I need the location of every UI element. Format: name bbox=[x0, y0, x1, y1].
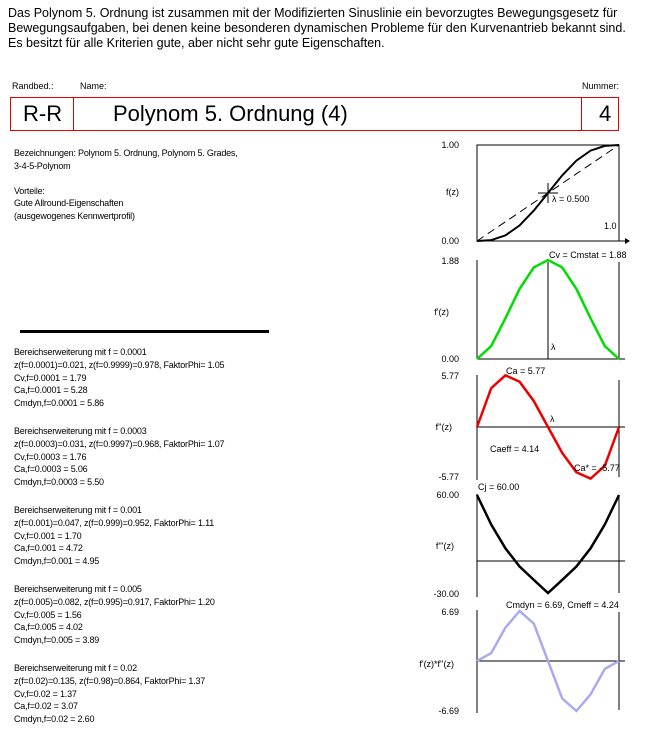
extension-title: Bereichserweiterung mit f = 0.001 bbox=[14, 505, 142, 515]
extension-cmdyn: Cmdyn,f=0.005 = 3.89 bbox=[14, 635, 100, 646]
chart-f2-ymax: 5.77 bbox=[441, 371, 459, 381]
x-end-label: 1.0 bbox=[604, 221, 617, 231]
chart-f3-ymax: 60.00 bbox=[436, 490, 459, 500]
extension-cv: Cv,f=0.001 = 1.70 bbox=[14, 530, 82, 541]
law-number: 4 bbox=[599, 101, 612, 126]
chart-f4-ymin: -6.69 bbox=[438, 706, 459, 716]
designations-line-2: 3-4-5-Polynom bbox=[14, 160, 71, 171]
extension-cmdyn: Cmdyn,f=0.001 = 4.95 bbox=[14, 556, 100, 567]
law-name: Polynom 5. Ordnung (4) bbox=[113, 101, 348, 126]
extension-title: Bereichserweiterung mit f = 0.0001 bbox=[14, 347, 147, 357]
chart-f4-ymax: 6.69 bbox=[441, 607, 459, 617]
extension-ca: Ca,f=0.02 = 3.07 bbox=[14, 701, 78, 712]
chart-f1-ylabel: f'(z) bbox=[434, 307, 449, 317]
chart-f3 bbox=[477, 482, 625, 597]
chart-f-ymin: 0.00 bbox=[441, 236, 459, 246]
advantages-line-2: (ausgewogenes Kennwertprofil) bbox=[14, 210, 135, 221]
randbed-label: Randbed.: bbox=[12, 81, 54, 91]
caeff-annotation: Caeff = 4.14 bbox=[490, 444, 540, 454]
advantages-line-1: Gute Allround-Eigenschaften bbox=[14, 198, 124, 208]
designations-line-1: Bezeichnungen: Polynom 5. Ordnung, Polynom 5. Grades, bbox=[14, 148, 238, 158]
extension-cv: Cv,f=0.0001 = 1.79 bbox=[14, 372, 87, 383]
name-label: Name: bbox=[80, 81, 107, 91]
chart-f1-ymin: 0.00 bbox=[441, 354, 459, 364]
chart-f2 bbox=[477, 366, 625, 480]
chart-f2-ylabel: f''(z) bbox=[435, 422, 452, 432]
extension-ca: Ca,f=0.0003 = 5.06 bbox=[14, 464, 88, 475]
cj-annotation: Cj = 60.00 bbox=[478, 482, 520, 492]
extension-cv: Cv,f=0.02 = 1.37 bbox=[14, 688, 77, 699]
extension-z: z(f=0.0003)=0.031, z(f=0.9997)=0.968, FaktorPhi= 1.07 bbox=[14, 438, 225, 449]
randbed-value: R-R bbox=[23, 101, 63, 126]
extension-title: Bereichserweiterung mit f = 0.0003 bbox=[14, 426, 147, 436]
chart-f4-ylabel: f'(z)*f''(z) bbox=[419, 659, 454, 669]
extension-cmdyn: Cmdyn,f=0.0001 = 5.86 bbox=[14, 398, 104, 409]
extension-ca: Ca,f=0.005 = 4.02 bbox=[14, 622, 83, 633]
cmdyn-annotation: Cmdyn = 6.69, Cmeff = 4.24 bbox=[506, 600, 619, 610]
extension-z: z(f=0.0001)=0.021, z(f=0.9999)=0.978, FaktorPhi= 1.05 bbox=[14, 359, 225, 370]
chart-f bbox=[477, 145, 630, 244]
chart-f1-ymax: 1.88 bbox=[441, 256, 459, 266]
extension-cv: Cv,f=0.005 = 1.56 bbox=[14, 609, 82, 620]
lambda-label: λ = 0.500 bbox=[552, 194, 590, 204]
extension-z: z(f=0.001)=0.047, z(f=0.999)=0.952, FaktorPhi= 1.11 bbox=[14, 517, 215, 528]
extension-title: Bereichserweiterung mit f = 0.02 bbox=[14, 663, 137, 673]
extension-z: z(f=0.02)=0.135, z(f=0.98)=0.864, FaktorPhi= 1.37 bbox=[14, 675, 206, 686]
chart-f4 bbox=[477, 600, 625, 713]
chart-f1 bbox=[477, 250, 627, 359]
extension-cmdyn: Cmdyn,f=0.0003 = 5.50 bbox=[14, 477, 104, 488]
lambda-marker: λ bbox=[550, 414, 555, 424]
nummer-label: Nummer: bbox=[582, 81, 620, 91]
chart-f3-ymin: -30.00 bbox=[433, 589, 459, 599]
chart-f-ymax: 1.00 bbox=[441, 140, 459, 150]
ca-annotation: Ca = 5.77 bbox=[506, 366, 546, 376]
extension-ca: Ca,f=0.001 = 4.72 bbox=[14, 543, 83, 554]
lambda-marker: λ bbox=[551, 342, 556, 352]
chart-f2-ymin: -5.77 bbox=[438, 472, 459, 482]
advantages-label: Vorteile: bbox=[14, 185, 45, 196]
extension-ca: Ca,f=0.0001 = 5.28 bbox=[14, 385, 88, 396]
chart-f-ylabel: f(z) bbox=[446, 187, 459, 197]
extension-title: Bereichserweiterung mit f = 0.005 bbox=[14, 584, 142, 594]
extension-cv: Cv,f=0.0003 = 1.76 bbox=[14, 451, 87, 462]
extension-cmdyn: Cmdyn,f=0.02 = 2.60 bbox=[14, 714, 95, 725]
extension-z: z(f=0.005)=0.082, z(f=0.995)=0.917, FaktorPhi= 1.20 bbox=[14, 596, 215, 607]
ca-neg-annotation: Ca* = -5.77 bbox=[574, 463, 620, 473]
intro-text: Das Polynom 5. Ordnung ist zusammen mit der Modifizierten Sinuslinie ein bevorzugtes Bewegungsgesetz für Bewegungsaufgaben, bei denen keine besonderen dynamischen Probleme für den Kurvenantrieb bekannt sind. Es besitzt für alle Kriterien gute, aber nicht sehr gute Eigenschaften. bbox=[8, 6, 626, 50]
cv-annotation: Cv = Cmstat = 1.88 bbox=[549, 250, 627, 260]
chart-f3-ylabel: f'''(z) bbox=[435, 541, 454, 551]
